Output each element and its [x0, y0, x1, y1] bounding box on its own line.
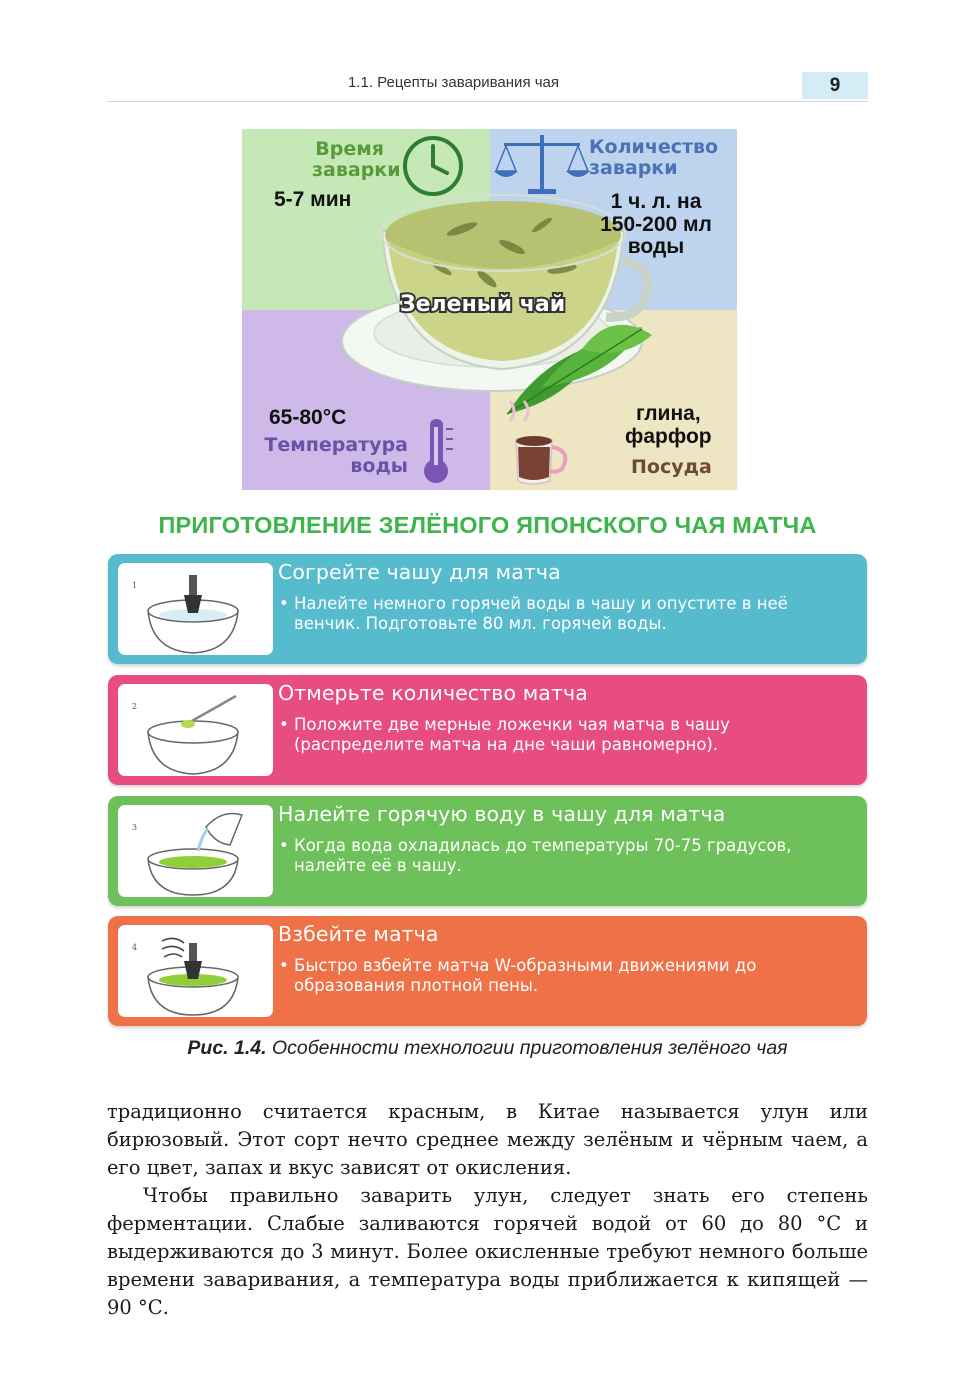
step-1-title: Согрейте чашу для матча — [278, 560, 561, 584]
matcha-section-title: ПРИГОТОВЛЕНИЕ ЗЕЛЁНОГО ЯПОНСКОГО ЧАЯ МАТЧА — [158, 512, 817, 538]
body-paragraph-2: Чтобы правильно заварить улун, следует знать его степень ферментации. Слабые заливаются горячей водой от 60 до 80 °С и выдерживаются до 3 минут. Более окисленные требуют немного больше времени заваривания, а температура воды приближается к кипящей — 90 °С. — [107, 1184, 868, 1319]
step-4-text: • Быстро взбейте матча W-образными движениями до образования плотной пены. — [279, 956, 854, 996]
teaware-value: глина, фарфор — [625, 402, 712, 448]
scales-icon — [494, 135, 590, 194]
step-2-illustration — [118, 684, 273, 776]
step-4-illustration — [118, 925, 273, 1017]
green-tea-infographic — [242, 129, 737, 490]
step-2-title: Отмерьте количество матча — [278, 681, 588, 705]
bowl-pour-icon — [118, 805, 273, 897]
step-1-text: • Налейте немного горячей воды в чашу и опустите в неё венчик. Подготовьте 80 мл. горячей воды. — [279, 594, 854, 634]
step-number: 4 — [132, 943, 138, 952]
figure-label: Рис. 1.4. — [187, 1037, 267, 1059]
water-temperature-heading: Температура воды — [264, 434, 408, 477]
step-number: 1 — [132, 581, 138, 590]
figure-caption — [107, 1037, 868, 1060]
step-3-illustration — [118, 805, 273, 897]
bowl-whisk-icon — [118, 563, 273, 655]
step-number: 3 — [132, 823, 138, 832]
matcha-step-1 — [108, 554, 867, 664]
page-number: 9 — [802, 72, 868, 99]
step-3-title: Налейте горячую воду в чашу для матча — [278, 802, 726, 826]
clock-icon — [405, 138, 461, 194]
brewing-time-value: 5-7 мин — [274, 188, 352, 211]
water-temperature-value: 65-80°С — [269, 406, 347, 429]
tea-amount-value: 1 ч. л. на 150-200 мл воды — [600, 190, 712, 259]
matcha-step-3 — [108, 796, 867, 906]
center-label: Зеленый чай — [400, 292, 566, 317]
step-number: 2 — [132, 702, 138, 711]
step-2-text: • Положите две мерные ложечки чая матча в чашу (распределите матча на дне чаши равномерно). — [279, 715, 854, 755]
bowl-whisking-icon — [118, 925, 273, 1017]
bowl-spoon-icon — [118, 684, 273, 776]
step-4-title: Взбейте матча — [278, 922, 439, 946]
page-header — [107, 70, 868, 102]
step-1-illustration — [118, 563, 273, 655]
matcha-step-4 — [108, 916, 867, 1026]
mug-icon — [510, 401, 565, 484]
thermometer-icon — [424, 419, 453, 483]
figure-caption-text: Особенности технологии приготовления зелёного чая — [266, 1037, 788, 1059]
matcha-step-2 — [108, 675, 867, 785]
brewing-time-heading: Время заварки — [312, 138, 401, 181]
tea-amount-heading: Количество заварки — [589, 136, 719, 179]
body-paragraph-1: традиционно считается красным, в Китае называется улун или бирюзовый. Этот сорт нечто среднее между зелёным и чёрным чаем, а его цвет, запах и вкус зависят от окисления. — [107, 1100, 868, 1179]
step-3-text: • Когда вода охладилась до температуры 70-75 градусов, налейте её в чашу. — [279, 836, 854, 876]
teaware-heading: Посуда — [631, 456, 712, 478]
running-title: 1.1. Рецепты заваривания чая — [347, 74, 560, 91]
